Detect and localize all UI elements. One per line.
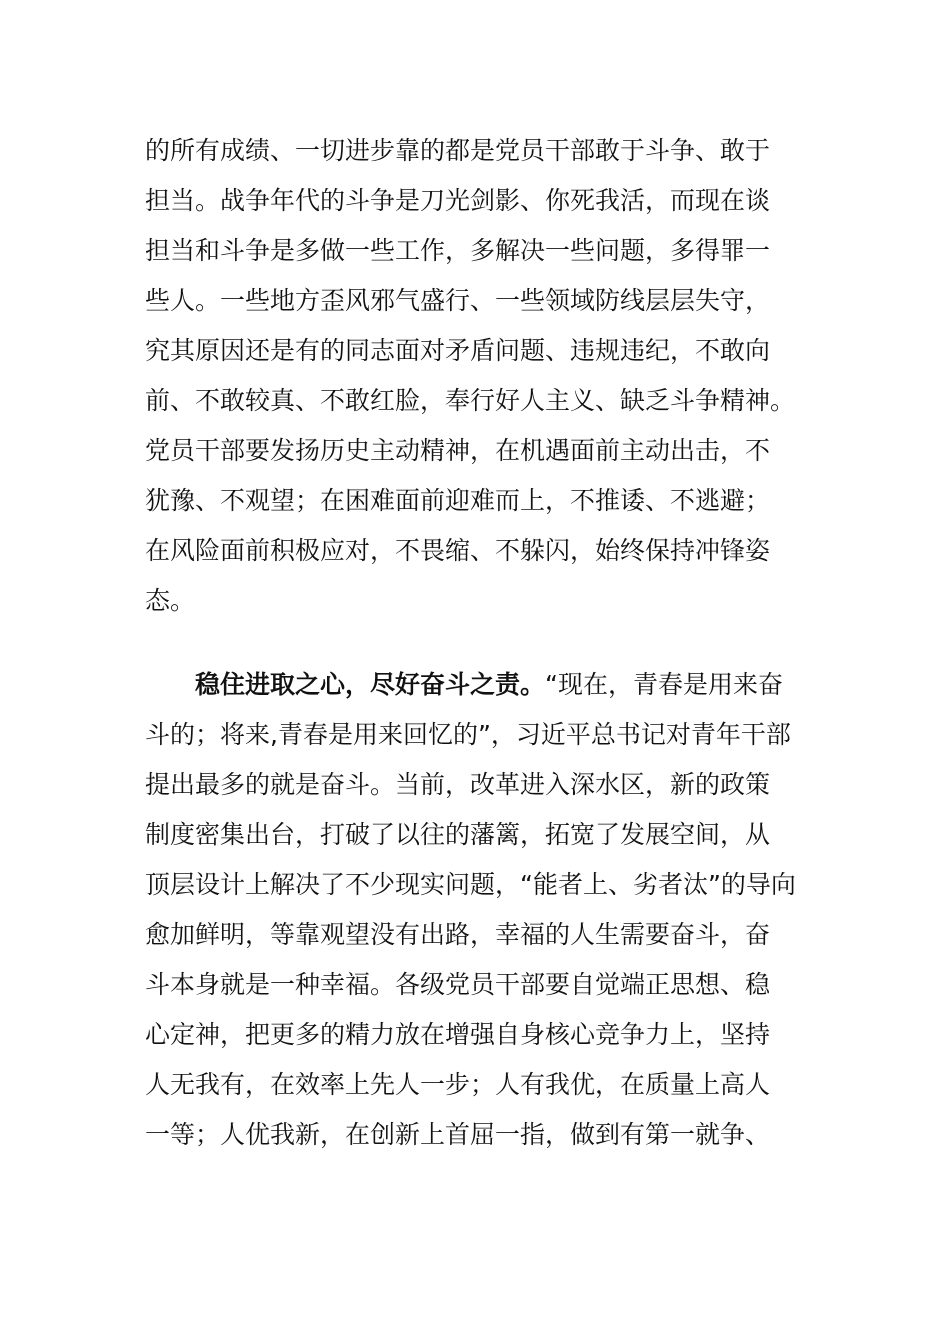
paragraph-line: 制度密集出台，打破了以往的藩篱，拓宽了发展空间，从 [145,820,771,849]
paragraph-first-line [195,670,783,700]
paragraph-line: 一等；人优我新，在创新上首屈一指，做到有第一就争、 [145,1120,771,1149]
paragraph-line: 提出最多的就是奋斗。当前，改革进入深水区，新的政策 [145,770,771,799]
paragraph-line: 心定神，把更多的精力放在增强自身核心竞争力上，坚持 [145,1020,771,1049]
paragraph-line: 犹豫、不观望；在困难面前迎难而上，不推诿、不逃避； [145,486,771,515]
paragraph-line: 的所有成绩、一切进步靠的都是党员干部敢于斗争、敢于 [145,136,771,165]
paragraph-line: 前、不敢较真、不敢红脸，奉行好人主义、缺乏斗争精神。 [145,386,796,415]
paragraph-line: 究其原因还是有的同志面对矛盾问题、违规违纪，不敢向 [145,336,771,365]
paragraph-heading: 稳住进取之心，尽好奋斗之责。 [195,670,546,699]
paragraph-line: 斗的；将来,青春是用来回忆的”，习近平总书记对青年干部 [145,720,791,749]
paragraph-line: 斗本身就是一种幸福。各级党员干部要自觉端正思想、稳 [145,970,771,999]
paragraph-line: 担当和斗争是多做一些工作，多解决一些问题，多得罪一 [145,236,771,265]
paragraph-line: 党员干部要发扬历史主动精神，在机遇面前主动出击，不 [145,436,771,465]
paragraph-line: 人无我有，在效率上先人一步；人有我优，在质量上高人 [145,1070,771,1099]
paragraph-line: 担当。战争年代的斗争是刀光剑影、你死我活，而现在谈 [145,186,771,215]
paragraph-line: 态。 [145,586,196,615]
paragraph-first-line-text: “现在，青春是用来奋 [545,670,783,699]
paragraph-line: 顶层设计上解决了不少现实问题，“能者上、劣者汰”的导向 [145,870,796,899]
paragraph-line: 在风险面前积极应对，不畏缩、不躲闪，始终保持冲锋姿 [145,536,771,565]
paragraph-line: 愈加鲜明，等靠观望没有出路，幸福的人生需要奋斗，奋 [145,920,771,949]
paragraph-line: 些人。一些地方歪风邪气盛行、一些领域防线层层失守， [145,286,771,315]
